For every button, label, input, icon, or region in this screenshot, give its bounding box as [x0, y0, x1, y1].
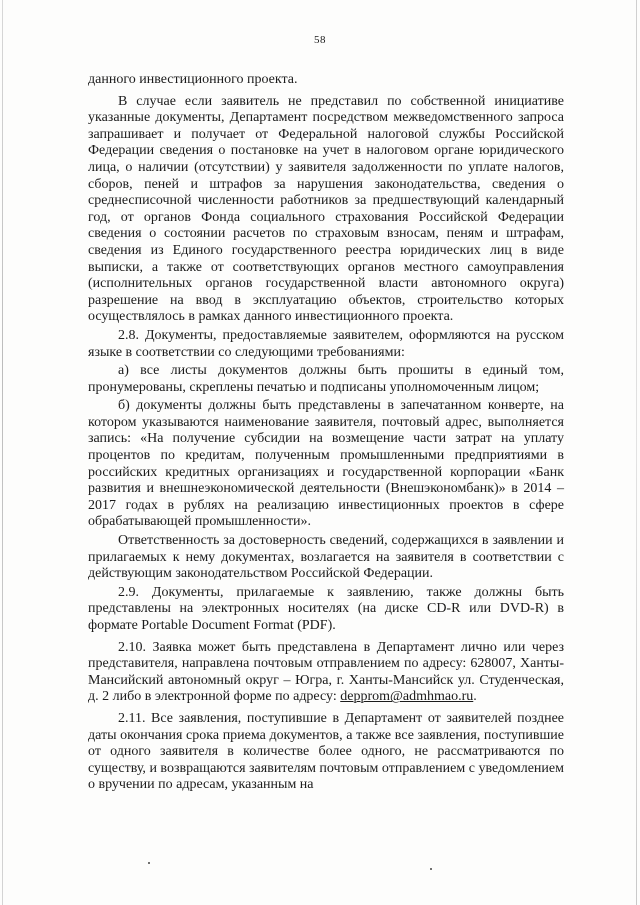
document-body — [88, 72, 564, 794]
scan-speck — [430, 868, 432, 870]
paragraph-2-11: 2.11. Все заявления, поступившие в Департамент от заявителей позднее даты окончания срока приема документов, а также все заявления, поступившие от одного заявителя в количестве более одного, не рассматриваются по существу, и возвращаются заявителям почтовым отправлением с уведомлением о вручении по адресам, указанным на — [88, 710, 564, 793]
email-link[interactable]: depprom@admhmao.ru — [340, 689, 474, 705]
paragraph-2-8: 2.8. Документы, предоставляемые заявителем, оформляются на русском языке в соответствии со следующими требованиями: — [88, 327, 564, 360]
paragraph-continuation: данного инвестиционного проекта. — [88, 72, 298, 87]
scan-left-edge — [2, 0, 3, 905]
paragraph-2-10-text: 2.10. Заявка может быть представлена в Департамент лично или через представителя, направлена почтовым отправлением по адресу: 628007, Ханты-Мансийский автономный округ – Югра, г. Ханты-Мансийск ул. Студенческая, д. 2 либо в электронной форме по адресу: — [88, 639, 564, 705]
paragraph-interagency-request: В случае если заявитель не представил по собственной инициативе указанные документы, Департамент посредством межведомственного запроса запрашивает и получает от Федеральной налоговой службы Российской Федерации сведения о постановке на учет в налоговом органе юридического лица, о наличии (отсутствии) у заявителя задолженности по уплате налогов, сборов, пеней и штрафов за нарушения законодательства, сведения о среднесписочной численности работников за предшествующий календарный год, от органов Фонда социального страхования Российской Федерации сведения о состоянии расчетов по страховым взносам, пеням и штрафам, сведения из Единого государственного реестра юридических лиц в виде выписки, а также от соответствующих органов местного самоуправления (исполнительных органов государственной власти автономного округа) разрешение на ввод в эксплуатацию объектов, строительство которых осуществлялось в рамках данного инвестиционного проекта. — [88, 93, 564, 325]
paragraph-2-8-b: б) документы должны быть представлены в запечатанном конверте, на котором указываются наименование заявителя, почтовый адрес, выполняется запись: «На получение субсидии на возмещение части затрат на уплату процентов по кредитам, полученным промышленными предприятиями в российских кредитных организациях и государственной корпорации «Банк развития и внешнеэкономической деятельности (Внешэкономбанк)» в 2014 – 2017 годах в рублях на реализацию инвестиционных проектов в сфере обрабатывающей промышленности». — [88, 398, 564, 530]
paragraph-2-10 — [88, 640, 564, 706]
page-number: 58 — [314, 34, 326, 46]
scan-right-edge — [636, 0, 637, 905]
paragraph-responsibility: Ответственность за достоверность сведений, содержащихся в заявлении и прилагаемых к нему документах, возлагается на заявителя в соответствии с действующим законодательством Российской Федерации. — [88, 533, 564, 582]
scan-speck — [148, 862, 150, 864]
paragraph-2-8-a: а) все листы документов должны быть прошиты в единый том, пронумерованы, скреплены печатью и подписаны уполномоченным лицом; — [88, 363, 564, 395]
paragraph-2-9: 2.9. Документы, прилагаемые к заявлению, также должны быть представлены на электронных носителях (на диске CD-R или DVD-R) в формате Portable Document Format (PDF). — [88, 584, 564, 633]
paragraph-2-10-tail: . — [473, 689, 477, 705]
